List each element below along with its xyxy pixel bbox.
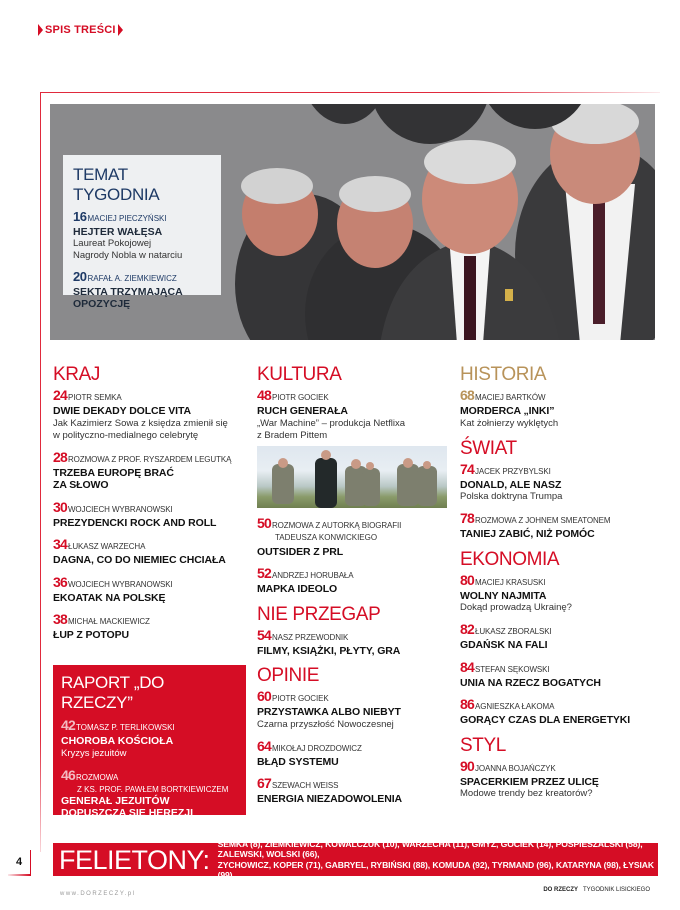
section-tag — [38, 24, 123, 36]
article-title: HEJTER WAŁĘSA — [73, 226, 163, 238]
page-number: 78 — [460, 510, 474, 526]
theme-title: TEMAT TYGODNIA — [73, 165, 160, 204]
brand-name: DO RZECZY — [543, 887, 578, 893]
page-number: 28 — [53, 448, 67, 465]
page-number: 50 — [257, 514, 271, 531]
page-number: 20 — [73, 269, 87, 284]
theme-entry[interactable] — [73, 268, 211, 310]
author: STEFAN SĘKOWSKI — [474, 664, 550, 674]
author: ROZMOWA Z AUTORKĄ BIOGRAFII — [271, 520, 402, 530]
article-title: TANIEJ ZABIĆ, NIŻ POMÓC — [460, 528, 595, 540]
author: TOMASZ P. TERLIKOWSKI — [75, 723, 175, 732]
raport-box — [53, 665, 246, 819]
author: WOJCIECH WYBRANOWSKI — [67, 579, 173, 589]
section-heading-historia: HISTORIA — [460, 364, 547, 385]
frame-left-line — [40, 92, 41, 852]
soldiers-photo-illustration — [257, 446, 447, 508]
author: Z KS. PROF. PAWŁEM BORTKIEWICZEM — [77, 784, 229, 794]
page-number-divider — [30, 850, 31, 876]
author: MIKOŁAJ DROZDOWICZ — [271, 743, 362, 753]
toc-entry[interactable] — [53, 537, 248, 567]
article-title: ZA SŁOWO — [53, 479, 109, 491]
author: WOJCIECH WYBRANOWSKI — [67, 504, 173, 514]
raport-heading: RAPORT „DO RZECZY” — [61, 673, 165, 712]
author: ROZMOWA Z PROF. RYSZARDEM LEGUTKĄ — [67, 454, 232, 464]
article-subtitle: Polska doktryna Trumpa — [460, 491, 563, 502]
article-subtitle: „War Machine” – produkcja Netflixa — [257, 417, 406, 429]
toc-entry[interactable] — [53, 450, 248, 492]
author: SZEWACH WEISS — [271, 781, 339, 790]
article-title: RUCH GENERAŁA — [257, 405, 348, 417]
felietony-bar — [53, 838, 658, 880]
article-title: MAPKA IDEOLO — [257, 583, 338, 595]
page-number: 34 — [53, 536, 67, 552]
toc-entry[interactable] — [53, 612, 248, 642]
toc-entry[interactable] — [460, 511, 660, 541]
page-number: 36 — [53, 573, 67, 590]
page-number-underline — [8, 874, 30, 876]
page-number: 64 — [257, 737, 271, 754]
article-title: DOPUSZCZA SIĘ HEREZJI — [61, 807, 194, 819]
article-title: DONALD, ALE NASZ — [460, 478, 562, 491]
column-left — [53, 364, 248, 650]
toc-entry[interactable] — [257, 516, 452, 559]
felietony-line: SEMKA (8), ZIEMKIEWICZ, KOWALCZUK (10), WARZECHA (11), GMYZ, GOCIEK (14), POSPIESZALSKI (58), ZALEWSKI, WOLSKI (66), — [217, 838, 643, 859]
section-heading-styl: STYL — [460, 734, 506, 756]
article-title: WOLNY NAJMITA — [460, 589, 547, 602]
section-heading-opinie: OPINIE — [257, 665, 320, 686]
author: MACIEJ KRASUSKI — [474, 577, 546, 587]
section-heading-kultura: KULTURA — [257, 364, 342, 385]
article-subtitle: w polityczno-medialnego celebrytę — [53, 429, 199, 441]
felietony-line: ZYCHOWICZ, KOPER (71), GABRYEL, RYBIŃSKI (88), KOMUDA (92), TYRMAND (96), KATARYNA (98), ŁYSIAK (99) — [217, 859, 655, 880]
article-subtitle: Dokąd prowadzą Ukrainę? — [460, 602, 572, 613]
author: NASZ PRZEWODNIK — [271, 632, 349, 642]
toc-entry[interactable] — [257, 776, 452, 806]
toc-entry[interactable] — [460, 759, 660, 801]
page-number: 68 — [460, 387, 474, 403]
toc-entry[interactable] — [460, 388, 660, 430]
column-right — [460, 364, 660, 808]
triangle-right-icon — [118, 24, 123, 36]
section-tag-label: SPIS TREŚCI — [45, 24, 116, 36]
article-title: DWIE DEKADY DOLCE VITA — [53, 405, 192, 417]
column-middle — [257, 364, 452, 814]
article-title: BŁĄD SYSTEMU — [257, 755, 339, 768]
author: ANDRZEJ HORUBAŁA — [271, 571, 354, 580]
article-title: GENERAŁ JEZUITÓW — [61, 794, 170, 807]
author: PIOTR SEMKA — [67, 393, 122, 402]
brand-tagline: TYGODNIK LISICKIEGO — [582, 887, 650, 893]
theme-entry[interactable] — [73, 208, 211, 262]
toc-entry[interactable] — [61, 718, 238, 760]
author: ROZMOWA — [75, 772, 119, 782]
toc-entry[interactable] — [460, 622, 660, 652]
toc-entry[interactable] — [460, 660, 660, 690]
toc-entry[interactable] — [257, 566, 452, 596]
author: PIOTR GOCIEK — [271, 393, 329, 402]
toc-entry[interactable] — [257, 689, 452, 731]
author: MACIEJ BARTKÓW — [474, 393, 546, 402]
article-title: GDAŃSK NA FALI — [460, 639, 548, 651]
article-subtitle: z Bradem Pittem — [257, 429, 328, 441]
page-number: 54 — [257, 626, 271, 643]
author: MACIEJ PIECZYŃSKI — [87, 214, 167, 223]
frame-top-line — [40, 92, 660, 93]
toc-entry[interactable] — [61, 768, 238, 820]
kultura-photo — [257, 446, 447, 508]
article-subtitle: Kryzys jezuitów — [61, 747, 127, 759]
page-number-footer: 4 — [16, 856, 23, 868]
toc-entry[interactable] — [460, 462, 660, 504]
section-heading-nie-przegap: NIE PRZEGAP — [257, 603, 381, 625]
toc-entry[interactable] — [53, 388, 248, 442]
toc-entry[interactable] — [53, 575, 248, 605]
hero-photo-collage — [205, 104, 655, 340]
page-number: 86 — [460, 696, 474, 712]
footer-url[interactable]: www.DORZECZY.pl — [60, 891, 136, 897]
author: JACEK PRZYBYLSKI — [474, 466, 551, 476]
article-subtitle: Czarna przyszłość Nowoczesnej — [257, 718, 394, 730]
page-number: 60 — [257, 688, 271, 704]
page-number: 67 — [257, 775, 271, 791]
article-title: ENERGIA NIEZADOWOLENIA — [257, 793, 402, 805]
page-number: 82 — [460, 621, 474, 637]
page-number: 52 — [257, 565, 271, 581]
article-subtitle: Nagrody Nobla w natarciu — [73, 250, 183, 261]
page-number: 38 — [53, 611, 67, 627]
article-title: SEKTA TRZYMAJĄCA OPOZYCJĘ — [73, 286, 183, 310]
article-subtitle: Kat żołnierzy wyklętych — [460, 417, 559, 429]
page-number: 42 — [61, 717, 75, 733]
section-heading-ekonomia: EKONOMIA — [460, 548, 560, 570]
page-number: 90 — [460, 757, 474, 774]
article-title: DAGNA, CO DO NIEMIEC CHCIAŁA — [53, 554, 226, 566]
page-number: 46 — [61, 766, 75, 783]
article-title: OUTSIDER Z PRL — [257, 545, 344, 558]
author: RAFAŁ A. ZIEMKIEWICZ — [87, 274, 177, 283]
article-title: GORĄCY CZAS DLA ENERGETYKI — [460, 714, 631, 726]
article-title: CHOROBA KOŚCIOŁA — [61, 735, 174, 747]
article-subtitle: Modowe trendy bez kreatorów? — [460, 788, 593, 799]
theme-of-week-box — [63, 155, 221, 310]
article-subtitle: Laureat Pokojowej — [73, 238, 152, 249]
toc-entry[interactable] — [460, 697, 660, 727]
author: PIOTR GOCIEK — [271, 694, 329, 703]
article-title: PREZYDENCKI ROCK AND ROLL — [53, 516, 217, 529]
felietony-heading: FELIETONY: — [59, 844, 210, 875]
toc-entry[interactable] — [53, 500, 248, 530]
toc-entry[interactable] — [257, 628, 452, 658]
author: MICHAŁ MACKIEWICZ — [67, 617, 150, 626]
section-heading-kraj: KRAJ — [53, 364, 100, 385]
article-title: ŁUP Z POTOPU — [53, 629, 130, 641]
toc-entry[interactable] — [257, 388, 452, 442]
triangle-left-icon — [38, 24, 43, 36]
author: JOANNA BOJAŃCZYK — [474, 763, 556, 773]
page-number: 30 — [53, 498, 67, 515]
author: TADEUSZA KONWICKIEGO — [275, 532, 378, 542]
article-title: UNIA NA RZECZ BOGATYCH — [460, 676, 601, 689]
article-title: SPACERKIEM PRZEZ ULICĘ — [460, 775, 599, 788]
page-number: 16 — [73, 209, 87, 224]
footer-brand — [543, 887, 650, 893]
hero-banner — [50, 104, 655, 340]
article-title: EKOATAK NA POLSKĘ — [53, 591, 166, 604]
article-title: MORDERCA „INKI” — [460, 405, 555, 417]
article-subtitle: Jak Kazimierz Sowa z księdza zmienił się — [53, 417, 228, 429]
page-number: 24 — [53, 387, 67, 403]
toc-entry[interactable] — [257, 739, 452, 769]
author: ROZMOWA Z JOHNEM SMEATONEM — [474, 516, 611, 525]
article-title: FILMY, KSIĄŻKI, PŁYTY, GRA — [257, 644, 401, 657]
author: AGNIESZKA ŁAKOMA — [474, 702, 555, 711]
article-title: PRZYSTAWKA ALBO NIEBYT — [257, 706, 401, 718]
page-number: 84 — [460, 658, 474, 675]
page-number: 80 — [460, 571, 474, 588]
section-heading-swiat: ŚWIAT — [460, 437, 517, 459]
article-title: TRZEBA EUROPĘ BRAĆ — [53, 466, 174, 479]
author: ŁUKASZ ZBORALSKI — [474, 627, 552, 636]
author: ŁUKASZ WARZECHA — [67, 542, 146, 551]
page-number: 48 — [257, 387, 271, 403]
felietony-list — [218, 839, 658, 881]
toc-entry[interactable] — [460, 573, 660, 615]
page-number: 74 — [460, 460, 474, 477]
